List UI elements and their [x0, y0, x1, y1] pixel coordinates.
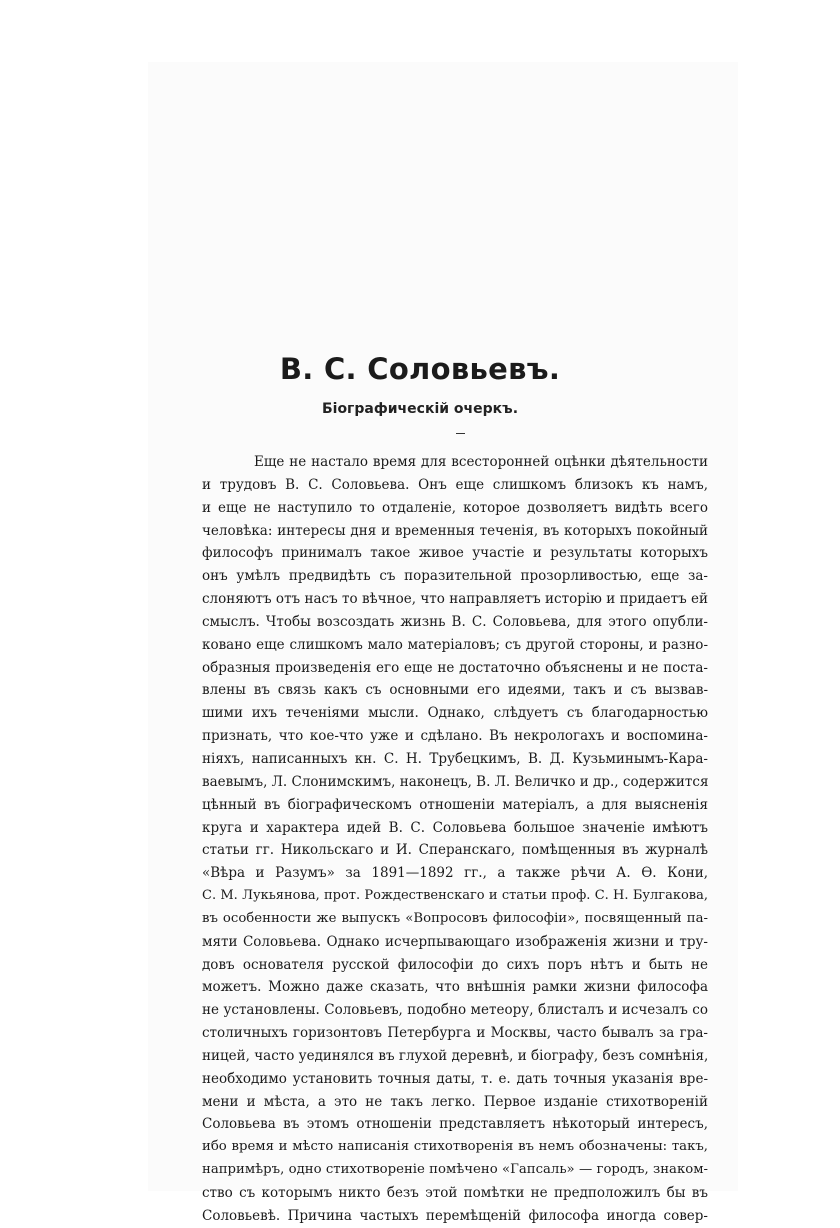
text-line: философъ принималъ такое живое участіе и результаты которыхъ	[202, 545, 708, 562]
text-line: образныя произведенія его еще не достаточно объяснены и не поста-	[202, 659, 708, 676]
text-line: мяти Соловьева. Однако исчерпывающаго изображенія жизни и тру-	[202, 933, 708, 950]
text-line: онъ умѣлъ предвидѣть съ поразительной прозорливостью, еще за-	[202, 568, 708, 585]
text-line: и еще не наступило то отдаленіе, которое дозволяетъ видѣть всего	[202, 499, 708, 516]
text-line: признать, что кое-что уже и сдѣлано. Въ некрологахъ и воспомина-	[202, 728, 708, 745]
text-line: слоняютъ отъ насъ то вѣчное, что направляетъ исторію и придаетъ ей	[202, 591, 708, 608]
title-separator-rule	[456, 433, 465, 434]
text-line: влены въ связь какъ съ основными его идеями, такъ и съ вызвав-	[202, 682, 708, 699]
text-line: ницей, часто уединялся въ глухой деревнѣ, и біографу, безъ сомнѣнія,	[202, 1047, 708, 1064]
text-line: смыслъ. Чтобы возсоздать жизнь В. С. Соловьева, для этого опубли-	[202, 613, 708, 630]
text-line: мени и мѣста, а это не такъ легко. Первое изданіе стихотвореній	[202, 1093, 708, 1110]
text-line: ваевымъ, Л. Слонимскимъ, наконецъ, В. Л. Величко и др., содержится	[202, 773, 708, 790]
text-line: ство съ которымъ никто безъ этой помѣтки не предположилъ бы въ	[202, 1185, 708, 1201]
text-line: можетъ. Можно даже сказать, что внѣшнія рамки жизни философа	[202, 979, 708, 996]
text-line: столичныхъ горизонтовъ Петербурга и Москвы, часто бывалъ за гра-	[202, 1025, 708, 1042]
text-line: и трудовъ В. С. Соловьева. Онъ еще слишкомъ близокъ къ намъ,	[202, 476, 708, 493]
text-line: ніяхъ, написанныхъ кн. С. Н. Трубецкимъ, В. Д. Кузьминымъ-Кара-	[202, 750, 708, 767]
text-line: человѣка: интересы дня и временныя теченія, въ которыхъ покойный	[202, 522, 708, 539]
text-line: ибо время и мѣсто написанія стихотворенія въ немъ обозначены: такъ,	[202, 1139, 708, 1155]
page-subtitle: Біографическій очеркъ.	[321, 401, 519, 417]
text-line: круга и характера идей В. С. Соловьева большое значеніе имѣютъ	[202, 819, 708, 836]
text-line: не установлены. Соловьевъ, подобно метеору, блисталъ и исчезалъ со	[202, 1002, 708, 1019]
text-line: «Вѣра и Разумъ» за 1891—1892 гг., а также рѣчи А. Ѳ. Кони,	[202, 865, 708, 882]
page-title: В. С. Соловьевъ.	[279, 352, 561, 386]
text-line: напримѣръ, одно стихотвореніе помѣчено «Гапсаль» — городъ, знаком-	[202, 1162, 708, 1178]
text-line: шими ихъ теченіями мысли. Однако, слѣдуетъ съ благодарностью	[202, 705, 708, 722]
text-line: ковано еще слишкомъ мало матеріаловъ; съ другой стороны, и разно-	[202, 636, 708, 653]
text-line: Еще не настало время для всесторонней оцѣнки дѣятельности	[254, 454, 708, 470]
text-line: статьи гг. Никольскаго и И. Сперанскаго, помѣщенныя въ журналѣ	[202, 842, 708, 859]
body-text	[202, 451, 708, 1228]
text-line: С. М. Лукьянова, прот. Рождественскаго и статьи проф. С. Н. Булгакова,	[202, 888, 708, 904]
text-line: довъ основателя русской философіи до сихъ поръ нѣтъ и быть не	[202, 956, 708, 973]
text-line: Соловьева въ этомъ отношеніи представляетъ нѣкоторый интересъ,	[202, 1116, 708, 1133]
text-line: цѣнный въ біографическомъ отношеніи матеріалъ, а для выясненія	[202, 796, 708, 813]
text-line: необходимо установить точныя даты, т. е. дать точныя указанія вре-	[202, 1070, 708, 1087]
text-line: въ особенности же выпускъ «Вопросовъ философіи», посвященный па-	[202, 910, 708, 926]
text-line: Соловьевѣ. Причина частыхъ перемѣщеній философа иногда совер-	[202, 1207, 708, 1224]
